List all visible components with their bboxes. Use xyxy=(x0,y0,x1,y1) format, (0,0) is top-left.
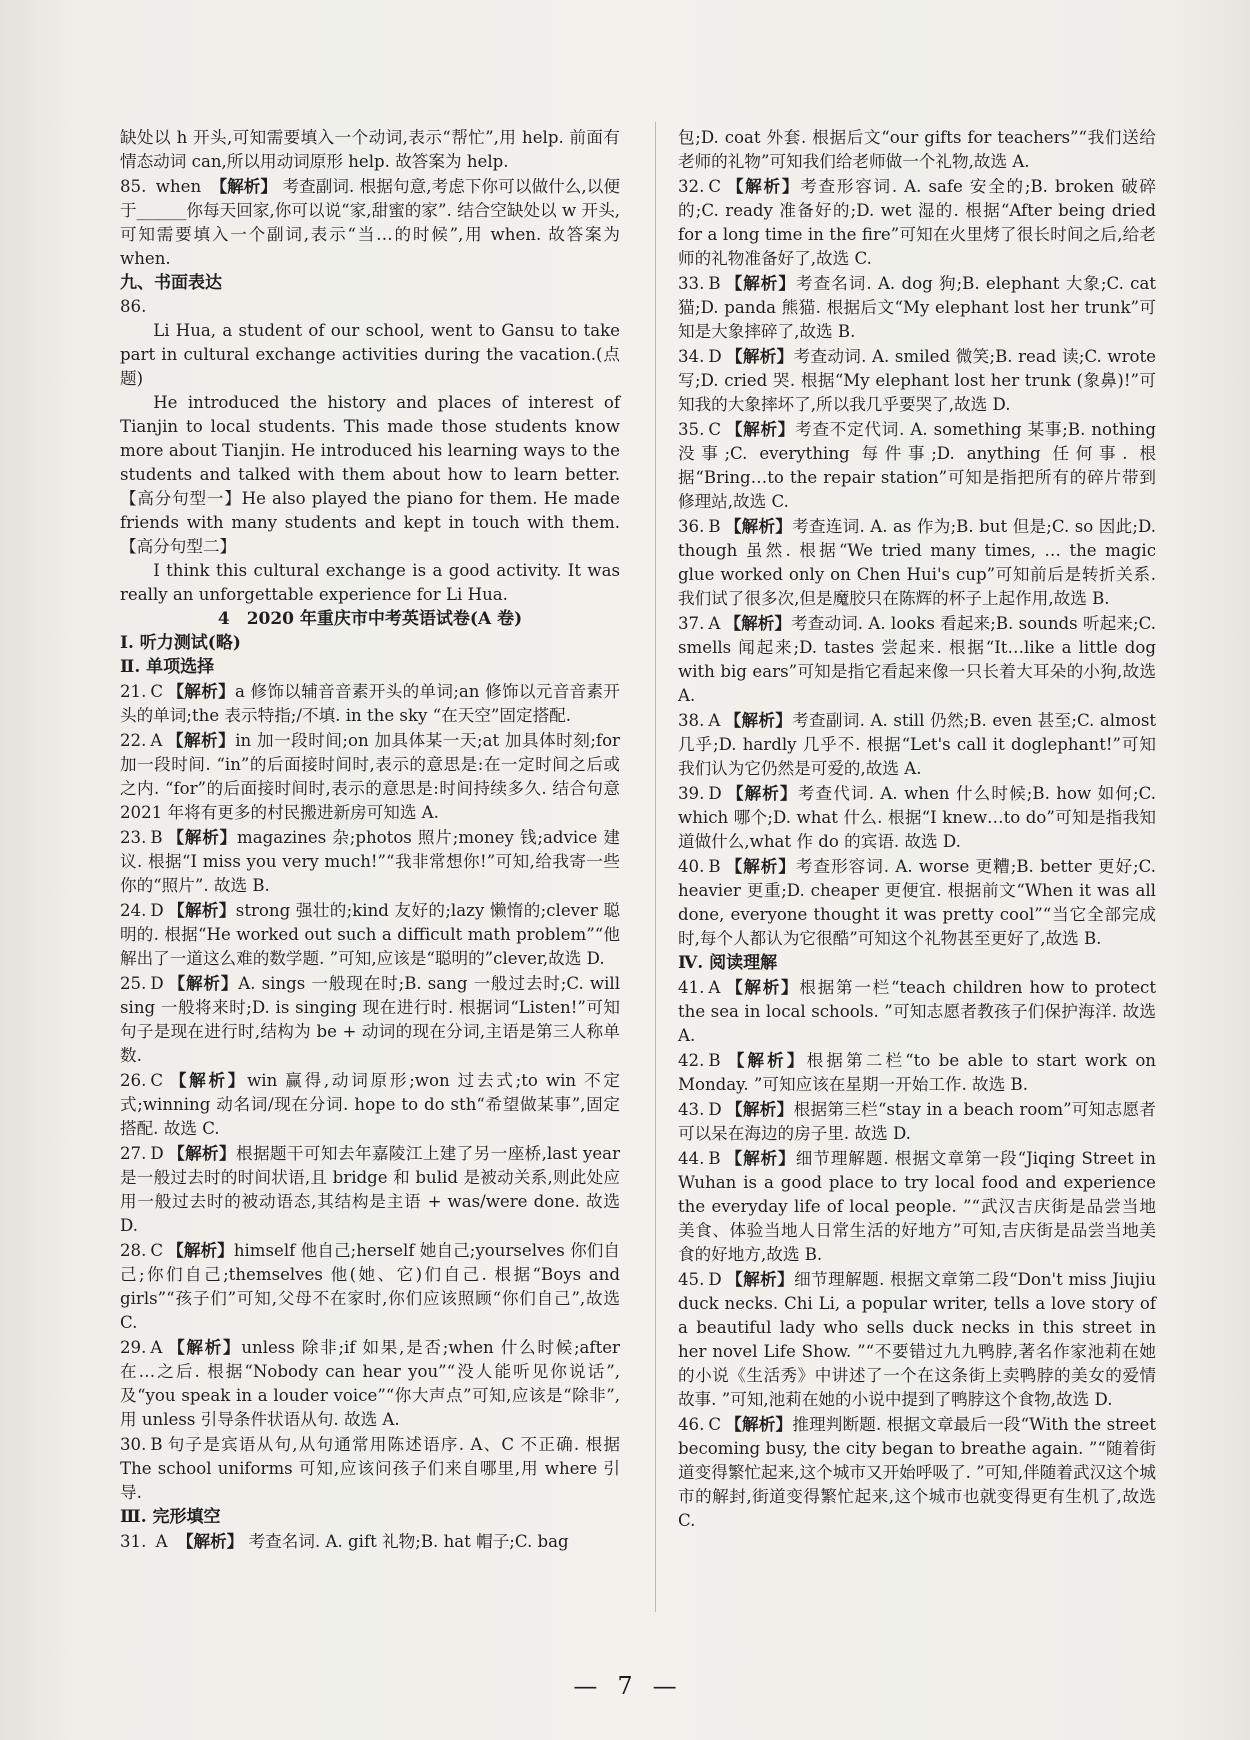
answer-number: 42. xyxy=(678,1051,705,1070)
section-heading-cloze: Ⅲ. 完形填空 xyxy=(120,1507,221,1527)
answer-number: 46. xyxy=(678,1415,705,1434)
answer-choice: B xyxy=(708,274,721,293)
answer-number: 23. xyxy=(120,828,147,847)
answer-number: 32. xyxy=(678,177,705,196)
page-number-dash-left: — xyxy=(573,1672,598,1700)
answer-33 xyxy=(678,271,1156,344)
answer-number: 31. xyxy=(120,1532,147,1551)
page-number-value: 7 xyxy=(617,1672,633,1700)
answer-number: 21. xyxy=(120,682,147,701)
answer-31 xyxy=(120,1529,620,1554)
answer-26 xyxy=(120,1068,620,1141)
answer-number: 30. xyxy=(120,1435,147,1454)
answer-number: 25. xyxy=(120,974,147,993)
analysis-tag: 【解析】 xyxy=(167,1070,248,1090)
analysis-text: A. sings 一般现在时;B. sang 一般过去时;C. will sing 一般将来时;D. is singing 现在进行时. 根据词“Listen!”可知句子是现在进行时,结构为 be + 动词的现在分词,主语是第三人称单数. xyxy=(120,974,621,1065)
analysis-tag: 【解析】 xyxy=(167,681,236,701)
answer-34 xyxy=(678,344,1156,417)
analysis-text: 考查名词. A. dog 狗;B. elephant 大象;C. cat 猫;D. panda 熊猫. 根据后文“My elephant lost her trunk”可知是大象摔碎了,故选 B. xyxy=(678,274,1157,341)
section-heading-listening: Ⅰ. 听力测试(略) xyxy=(120,633,241,653)
answer-number: 45. xyxy=(678,1270,705,1289)
answer-42 xyxy=(678,1048,1156,1097)
analysis-tag: 【解析】 xyxy=(166,827,238,847)
answer-number: 27. xyxy=(120,1144,147,1163)
answer-choice: C xyxy=(150,682,164,701)
left-column xyxy=(120,126,620,1554)
answer-number: 40. xyxy=(678,857,705,876)
analysis-text: himself 他自己;herself 她自己;yourselves 你们自己;你们自己;themselves 他(她、它)们自己. 根据“Boys and girls”“孩子们”可知,父母不在家时,你们应该照顾“你们自己”,故选 C. xyxy=(120,1241,620,1332)
analysis-text: 考查动词. A. smiled 微笑;B. read 读;C. wrote 写;D. cried 哭. 根据“My elephant lost her trunk (象鼻)!”可知我的大象摔坏了,所以我几乎要哭了,故选 D. xyxy=(678,347,1157,414)
answer-36 xyxy=(678,514,1156,611)
analysis-tag: 【解析】 xyxy=(725,1099,794,1119)
analysis-tag: 【解析】 xyxy=(724,613,792,633)
answer-list-single-choice xyxy=(120,679,620,1505)
answer-number: 37. xyxy=(678,614,705,633)
analysis-text: 考查副词. 根据句意,考虑下你可以做什么,以便于______你每天回家,你可以说“家,甜蜜的家”. 结合空缺处以 w 开头,可知需要填入一个副词,表示“当…的时候”,用 when. 故答案为 when. xyxy=(120,177,621,268)
answer-85 xyxy=(120,174,620,271)
analysis-tag: 【解析】 xyxy=(724,1050,807,1070)
analysis-tag: 【解析】 xyxy=(725,176,801,196)
answer-41 xyxy=(678,975,1156,1048)
answer-number: 44. xyxy=(678,1149,705,1168)
answer-number: 33. xyxy=(678,274,705,293)
answer-choice: C xyxy=(708,1415,722,1434)
answer-choice: A xyxy=(155,1532,168,1551)
column-divider xyxy=(655,122,656,1612)
analysis-tag: 【解析】 xyxy=(725,419,796,439)
answer-choice: B xyxy=(150,1435,163,1454)
answer-86 xyxy=(120,295,620,319)
analysis-tag: 【解析】 xyxy=(724,977,800,997)
section-heading-writing: 九、书面表达 xyxy=(120,273,222,293)
analysis-text: 根据题干可知去年嘉陵江上建了另一座桥,last year 是一般过去时的时间状语,且 bridge 和 bulid 是被动关系,则此处应用一般过去时的被动语态,其结构是主语 + was/were done. 故选 D. xyxy=(120,1144,621,1235)
answer-choice: C xyxy=(150,1071,164,1090)
analysis-tag: 【解析】 xyxy=(724,856,796,876)
analysis-text: strong 强壮的;kind 友好的;lazy 懒惰的;clever 聪明的. 根据“He worked out such a difficult math problem”“他解出了一道这么难的数学题. ”可知,应该是“聪明的”clever,故选 D. xyxy=(120,901,621,968)
analysis-tag: 【解析】 xyxy=(725,1269,795,1289)
answer-choice: when xyxy=(155,177,202,196)
answer-number: 86. xyxy=(120,297,147,316)
answer-21 xyxy=(120,679,620,728)
answer-choice: C xyxy=(150,1241,164,1260)
analysis-text: 根据第二栏“to be able to start work on Monday. ”可知应该在星期一开始工作. 故选 B. xyxy=(678,1051,1156,1094)
answer-27 xyxy=(120,1141,620,1238)
analysis-text: 考查代词. A. when 什么时候;B. how 如何;C. which 哪个;D. what 什么. 根据“I knew…to do”可知是指我知道做什么,what 作 do 的宾语. 故选 D. xyxy=(678,784,1157,851)
answer-30 xyxy=(120,1432,620,1505)
analysis-text: unless 除非;if 如果,是否;when 什么时候;after 在…之后. 根据“Nobody can hear you”“没人能听见你说话”,及“you speak in a louder voice”“你大声点”可知,应该是“除非”,用 unless 引导条件状语从句. 故选 A. xyxy=(120,1338,620,1429)
answer-choice: B xyxy=(708,517,721,536)
analysis-tag: 【解析】 xyxy=(724,710,793,730)
answer-number: 41. xyxy=(678,978,705,997)
answer-46 xyxy=(678,1412,1156,1533)
analysis-text: 考查连词. A. as 作为;B. but 但是;C. so 因此;D. though 虽然. 根据“We tried many times, … the magic glue worked only on Chen Hui's cup”可知前后是转折关系. 我们试了很多次,但是魔胶只在陈辉的杯子上起作用,故选 B. xyxy=(678,517,1156,608)
exam-title: 4 2020 年重庆市中考英语试卷(A 卷) xyxy=(217,609,523,629)
answer-44 xyxy=(678,1146,1156,1267)
answer-84-continuation: 缺处以 h 开头,可知需要填入一个动词,表示“帮忙”,用 help. 前面有情态动词 can,所以用动词原形 help. 故答案为 help. xyxy=(120,128,620,171)
analysis-tag: 【解析】 xyxy=(166,1337,242,1357)
answer-number: 39. xyxy=(678,784,705,803)
answer-number: 28. xyxy=(120,1241,147,1260)
analysis-tag: 【解析】 xyxy=(176,1531,244,1551)
analysis-text: 推理判断题. 根据文章最后一段“With the street becoming busy, the city began to breathe again. ”“随着街道变得繁忙起来,这个城市又开始呼吸了. ”可知,伴随着武汉这个城市的解封,街道变得繁忙起来,这个城市也就变得更有生机了,故选 C. xyxy=(678,1415,1157,1530)
analysis-tag: 【解析】 xyxy=(167,1240,234,1260)
analysis-tag: 【解析】 xyxy=(166,730,236,750)
answer-choice: B xyxy=(708,857,721,876)
analysis-text: 细节理解题. 根据文章第一段“Jiqing Street in Wuhan is a good place to try local food and experience the everyday life of local people. ”“武汉吉庆街是品尝当地美食、体验当地人日常生活的好地方”可知,吉庆街是品尝当地美食的好地方,故选 B. xyxy=(678,1149,1156,1264)
answer-choice: A xyxy=(150,1338,163,1357)
answer-39 xyxy=(678,781,1156,854)
answer-number: 26. xyxy=(120,1071,147,1090)
answer-23 xyxy=(120,825,620,898)
answer-choice: D xyxy=(708,347,722,366)
analysis-tag: 【解析】 xyxy=(725,346,794,366)
section-heading-single-choice: Ⅱ. 单项选择 xyxy=(120,657,215,677)
analysis-text: 考查副词. A. still 仍然;B. even 甚至;C. almost 几乎;D. hardly 几乎不. 根据“Let's call it doglephant!”可知我们认为它仍然是可爱的,故选 A. xyxy=(678,711,1156,778)
analysis-text: magazines 杂;photos 照片;money 钱;advice 建议. 根据“I miss you very much!”“我非常想你!”可知,给我寄一些你的“照片”. 故选 B. xyxy=(120,828,621,895)
answer-number: 29. xyxy=(120,1338,147,1357)
analysis-text: in 加一段时间;on 加具体某一天;at 加具体时刻;for 加一段时间. “in”的后面接时间时,表示的意思是:在一定时间之后或之内. “for”的后面接时间时,表示的意思是:时间持续多久. 结合句意 2021 年将有更多的村民搬进新房可知选 A. xyxy=(120,731,620,822)
analysis-text: 考查名词. A. gift 礼物;B. hat 帽子;C. bag xyxy=(248,1532,569,1551)
answer-number: 34. xyxy=(678,347,705,366)
section-heading-reading: Ⅳ. 阅读理解 xyxy=(678,953,778,973)
analysis-text: 细节理解题. 根据文章第二段“Don't miss Jiujiu duck necks. Chi Li, a popular writer, tells a love story of a beautiful lady who sells duck necks in this street in her novel Life Show. ”“不要错过九九鸭脖,著名作家池莉在她的小说《生活秀》中讲述了一个在这条街上卖鸭脖的美女的爱情故事. ”可知,池莉在她的小说中提到了鸭脖这个食物,故选 D. xyxy=(678,1270,1157,1409)
answer-choice: B xyxy=(708,1051,721,1070)
essay-paragraph-3: I think this cultural exchange is a good activity. It was really an unforgettable experience for Li Hua. xyxy=(120,561,620,604)
analysis-tag: 【解析】 xyxy=(167,973,239,993)
analysis-tag: 【解析】 xyxy=(725,783,798,803)
analysis-text: 考查形容词. A. worse 更糟;B. better 更好;C. heavier 更重;D. cheaper 更便宜. 根据前文“When it was all done, everyone thought it was pretty cool”“当它全部完成时,每个人都认为它很酷”可知这个礼物甚至更好了,故选 B. xyxy=(678,857,1156,948)
analysis-tag: 【解析】 xyxy=(724,516,793,536)
analysis-tag: 【解析】 xyxy=(167,900,236,920)
answer-number: 38. xyxy=(678,711,705,730)
answer-number: 24. xyxy=(120,901,147,920)
analysis-tag: 【解析】 xyxy=(210,176,278,196)
essay-paragraph-1: Li Hua, a student of our school, went to Gansu to take part in cultural exchange activities during the vacation.(点题) xyxy=(120,321,620,388)
answer-choice: A xyxy=(708,614,721,633)
answer-28 xyxy=(120,1238,620,1335)
analysis-tag: 【解析】 xyxy=(167,1143,237,1163)
analysis-tag: 【解析】 xyxy=(724,1148,796,1168)
answer-45 xyxy=(678,1267,1156,1412)
answer-choice: A xyxy=(708,711,721,730)
answer-choice: C xyxy=(708,177,722,196)
analysis-tag: 【解析】 xyxy=(724,273,796,293)
answer-number: 85. xyxy=(120,177,147,196)
right-column xyxy=(678,126,1156,1533)
answer-choice: D xyxy=(708,1270,722,1289)
analysis-text: 考查形容词. A. safe 安全的;B. broken 破碎的;C. ready 准备好的;D. wet 湿的. 根据“After being dried for a long time in the fire”可知在火里烤了很长时间之后,给老师的礼物准备好了,故选 C. xyxy=(678,177,1157,268)
answer-number: 36. xyxy=(678,517,705,536)
analysis-text: a 修饰以辅音音素开头的单词;an 修饰以元音音素开头的单词;the 表示特指;/不填. in the sky “在天空”固定搭配. xyxy=(120,682,620,725)
answer-choice: A xyxy=(708,978,721,997)
answer-choice: B xyxy=(150,828,163,847)
analysis-text: 根据第一栏“teach children how to protect the sea in local schools. ”可知志愿者教孩子们保护海洋. 故选 A. xyxy=(678,978,1156,1045)
answer-list-reading xyxy=(678,975,1156,1533)
analysis-text: 句子是宾语从句,从句通常用陈述语序. A、C 不正确. 根据 The school uniforms 可知,应该问孩子们来自哪里,用 where 引导. xyxy=(120,1435,620,1502)
answer-choice: D xyxy=(708,1100,722,1119)
answer-25 xyxy=(120,971,620,1068)
answer-choice: B xyxy=(708,1149,721,1168)
answer-29 xyxy=(120,1335,620,1432)
answer-list-cloze xyxy=(678,174,1156,951)
analysis-text: 考查不定代词. A. something 某事;B. nothing 没事;C. everything 每件事;D. anything 任何事. 根据“Bring…to the repair station”可知是指把所有的碎片带到修理站,故选 C. xyxy=(678,420,1157,511)
answer-40 xyxy=(678,854,1156,951)
analysis-text: win 赢得,动词原形;won 过去式;to win 不定式;winning 动名词/现在分词. hope to do sth“希望做某事”,固定搭配. 故选 C. xyxy=(120,1071,620,1138)
analysis-tag: 【解析】 xyxy=(725,1414,793,1434)
answer-choice: D xyxy=(150,901,164,920)
answer-choice: D xyxy=(150,974,164,993)
answer-24 xyxy=(120,898,620,971)
answer-choice: D xyxy=(150,1144,164,1163)
answer-number: 22. xyxy=(120,731,147,750)
answer-choice: D xyxy=(708,784,722,803)
answer-number: 35. xyxy=(678,420,705,439)
answer-37 xyxy=(678,611,1156,708)
answer-choice: C xyxy=(708,420,722,439)
answer-number: 43. xyxy=(678,1100,705,1119)
answer-43 xyxy=(678,1097,1156,1146)
answer-38 xyxy=(678,708,1156,781)
page-number xyxy=(0,1672,1250,1700)
analysis-text: 考查动词. A. looks 看起来;B. sounds 听起来;C. smells 闻起来;D. tastes 尝起来. 根据“It…like a little dog with big ears”可知是指它看起来像一只长着大耳朵的小狗,故选 A. xyxy=(678,614,1156,705)
answer-31-continuation: 包;D. coat 外套. 根据后文“our gifts for teachers”“我们送给老师的礼物”可知我们给老师做一个礼物,故选 A. xyxy=(678,128,1156,171)
answer-choice: A xyxy=(150,731,163,750)
page-number-dash-right: — xyxy=(652,1672,677,1700)
answer-35 xyxy=(678,417,1156,514)
essay-paragraph-2: He introduced the history and places of interest of Tianjin to local students. This made those students know more about Tianjin. He introduced his learning ways to the students and talked with them about how to learn better.【高分句型一】He also played the piano for them. He made friends with many students and kept in touch with them.【高分句型二】 xyxy=(120,393,620,556)
answer-32 xyxy=(678,174,1156,271)
answer-22 xyxy=(120,728,620,825)
analysis-text: 根据第三栏“stay in a beach room”可知志愿者可以呆在海边的房子里. 故选 D. xyxy=(678,1100,1157,1143)
